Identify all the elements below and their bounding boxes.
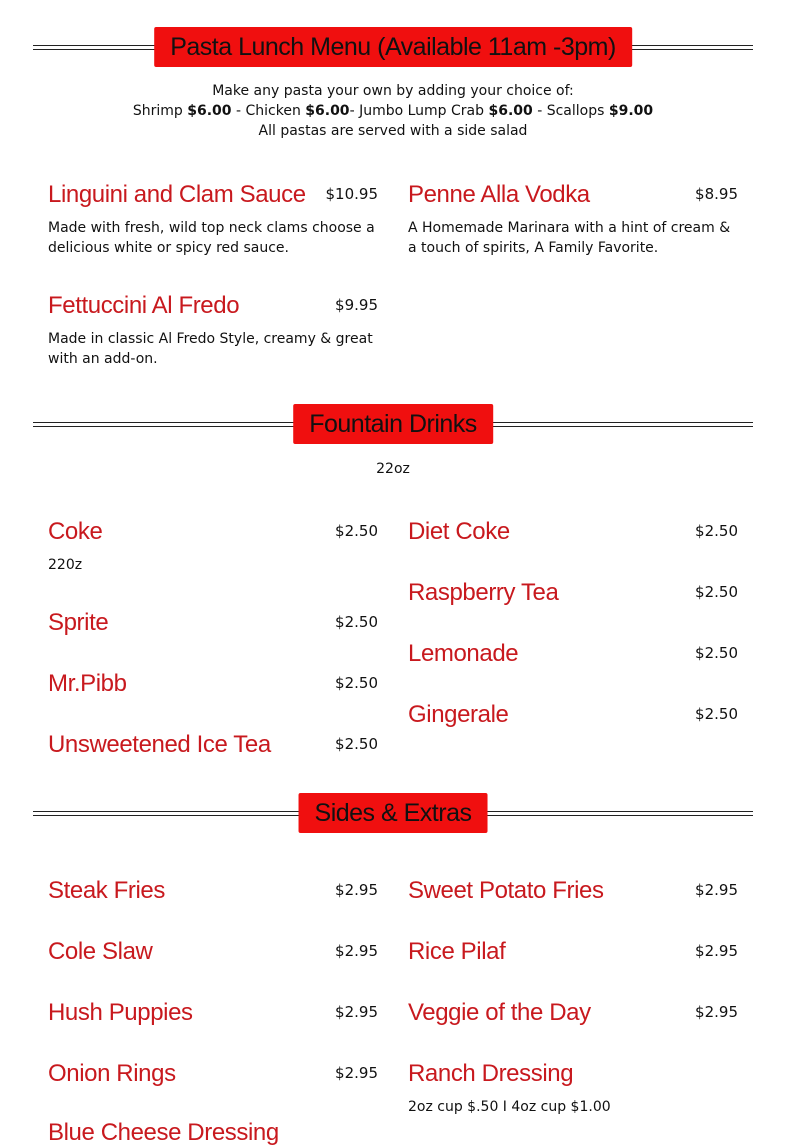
menu-item-price: $10.95: [325, 185, 378, 203]
menu-item-price: $2.50: [695, 705, 738, 723]
menu-item-desc: Made with fresh, wild top neck clams choose a delicious white or spicy red sauce.: [48, 220, 375, 256]
menu-item-name: Linguini and Clam Sauce: [48, 181, 306, 208]
addons-line: [33, 101, 753, 121]
addon-label: Shrimp: [132, 103, 188, 119]
menu-item-price: $2.50: [335, 522, 378, 540]
menu-item-name: Penne Alla Vodka: [408, 181, 590, 208]
menu-item-name: Cole Slaw: [48, 938, 153, 965]
menu-item-desc: 220z: [48, 557, 83, 573]
menu-item-name: Sweet Potato Fries: [408, 877, 604, 904]
addon-label: - Jumbo Lump Crab: [349, 103, 489, 119]
pasta-section-title: Pasta Lunch Menu (Available 11am -3pm): [154, 27, 632, 67]
menu-item-price: $2.95: [335, 1003, 378, 1021]
menu-item-name: Steak Fries: [48, 877, 165, 904]
menu-item-price: $2.95: [695, 1003, 738, 1021]
menu-item-price: $2.95: [335, 1064, 378, 1082]
addon-price: $6.00: [187, 103, 232, 119]
menu-item-price: $2.50: [335, 613, 378, 631]
menu-item-name: Gingerale: [408, 701, 509, 728]
menu-item-name: Unsweetened Ice Tea: [48, 731, 271, 758]
menu-item-price: $9.95: [335, 296, 378, 314]
menu-item-price: $2.95: [335, 881, 378, 899]
drinks-section-title: Fountain Drinks: [293, 404, 493, 444]
sides-section-header: [33, 793, 753, 833]
menu-item-price: $2.50: [335, 674, 378, 692]
menu-item-name: Fettuccini Al Fredo: [48, 292, 240, 319]
menu-item-name: Lemonade: [408, 640, 519, 667]
menu-item-name: Raspberry Tea: [408, 579, 559, 606]
menu-item-name: Onion Rings: [48, 1060, 176, 1087]
addon-label: - Scallops: [532, 103, 609, 119]
intro-line: All pastas are served with a side salad: [258, 123, 528, 139]
menu-item-price: $2.50: [695, 644, 738, 662]
pasta-section-header: [33, 27, 753, 67]
menu-item-name: Coke: [48, 518, 103, 545]
intro-line: Make any pasta your own by adding your choice of:: [212, 83, 574, 99]
menu-item-desc: A Homemade Marinara with a hint of cream & a touch of spirits, A Family Favorite.: [408, 220, 731, 256]
menu-item-name: Hush Puppies: [48, 999, 193, 1026]
menu-item-price: $2.95: [695, 942, 738, 960]
menu-item-desc: Made in classic Al Fredo Style, creamy & great with an add-on.: [48, 331, 373, 367]
menu-item-name: Diet Coke: [408, 518, 510, 545]
pasta-intro: [33, 81, 753, 141]
menu-item-price: $2.95: [335, 942, 378, 960]
menu-item-name: Rice Pilaf: [408, 938, 506, 965]
menu-item-desc: 2oz cup $.50 I 4oz cup $1.00: [408, 1099, 611, 1115]
addon-price: $6.00: [488, 103, 533, 119]
menu-item-price: $8.95: [695, 185, 738, 203]
addon-price: $9.00: [608, 103, 654, 119]
menu-item-price: $2.50: [695, 583, 738, 601]
drinks-section-header: [33, 404, 753, 444]
menu-item-name: Blue Cheese Dressing: [48, 1119, 279, 1146]
sides-section-title: Sides & Extras: [299, 793, 488, 833]
menu-item-price: $2.50: [695, 522, 738, 540]
menu-item-name: Veggie of the Day: [408, 999, 591, 1026]
drinks-subtitle: 22oz: [376, 461, 410, 477]
menu-item-name: Mr.Pibb: [48, 670, 127, 697]
menu-item-price: $2.95: [695, 881, 738, 899]
menu-item-name: Sprite: [48, 609, 109, 636]
menu-item-price: $2.50: [335, 735, 378, 753]
addon-label: - Chicken: [231, 103, 306, 119]
addon-price: $6.00: [305, 103, 350, 119]
menu-item-name: Ranch Dressing: [408, 1060, 574, 1087]
